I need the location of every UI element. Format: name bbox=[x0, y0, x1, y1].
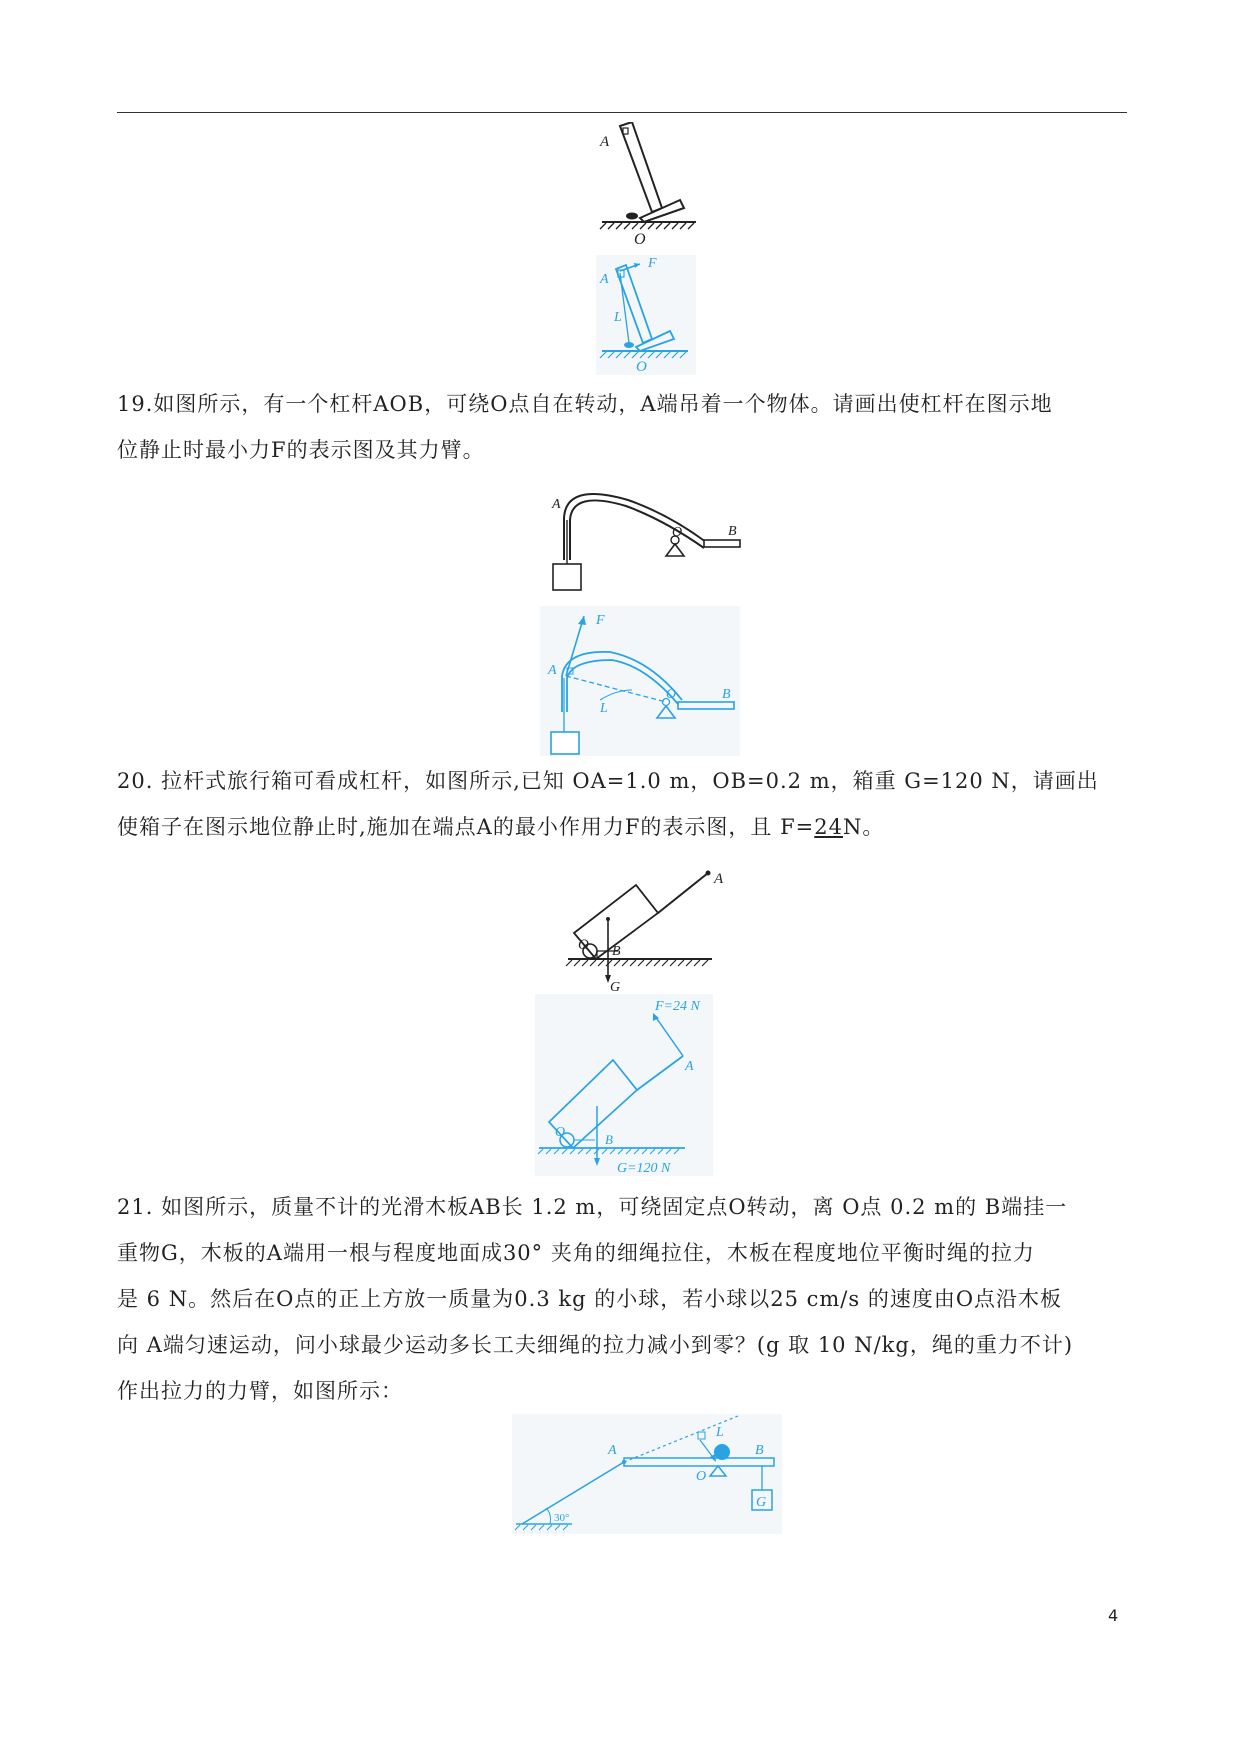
q19-line1: 19.如图所示，有一个杠杆AOB，可绕O点自在转动，A端吊着一个物体。请画出使杠杆在图示地 bbox=[117, 392, 1053, 416]
q20-answer-label-o: O bbox=[555, 1125, 566, 1140]
q19-answer-figure bbox=[540, 606, 740, 756]
q21-label-b: B bbox=[755, 1443, 764, 1458]
q19-label-b: B bbox=[728, 524, 737, 539]
q20-answer-label-b: B bbox=[605, 1132, 613, 1147]
q19-text bbox=[117, 381, 1132, 473]
q19-label-o: O bbox=[672, 525, 683, 540]
q18-answer-figure bbox=[596, 255, 696, 375]
q19-label-a: A bbox=[552, 497, 561, 512]
q21-label-o: O bbox=[696, 1469, 707, 1484]
q18-question-figure bbox=[596, 122, 710, 250]
q20-answer-label-f: F=24 N bbox=[655, 999, 700, 1014]
q20-label-a: A bbox=[714, 871, 724, 887]
header-rule bbox=[117, 112, 1127, 113]
q19-question-figure bbox=[548, 478, 744, 596]
q21-line3: 是 6 N。然后在O点的正上方放一质量为0.3 kg 的小球，若小球以25 cm/s 的速度由O点沿木板 bbox=[117, 1287, 1063, 1311]
q18-label-o: O bbox=[634, 231, 646, 248]
q20-label-b: B bbox=[612, 944, 621, 959]
q20-answer-label-a: A bbox=[685, 1059, 694, 1074]
q21-answer-figure bbox=[512, 1414, 782, 1534]
q20-answer-figure bbox=[535, 994, 713, 1176]
q18-label-a: A bbox=[600, 134, 610, 150]
q21-line4: 向 A端匀速运动，问小球最少运动多长工夫细绳的拉力减小到零？(g 取 10 N/kg，绳的重力不计) bbox=[117, 1333, 1074, 1357]
q21-label-l: L bbox=[716, 1425, 724, 1440]
q19-answer-label-a: A bbox=[548, 663, 557, 678]
q21-text bbox=[117, 1184, 1132, 1414]
q20-text bbox=[117, 758, 1132, 850]
q19-answer-label-l: L bbox=[600, 701, 608, 716]
q21-label-g: G bbox=[756, 1495, 767, 1510]
q20-question-figure bbox=[560, 855, 740, 993]
q19-answer-label-o: O bbox=[666, 687, 677, 702]
q21-label-a: A bbox=[608, 1443, 617, 1458]
q20-line1: 20. 拉杆式旅行箱可看成杠杆，如图所示,已知 OA=1.0 m，OB=0.2 m，箱重 G=120 N，请画出 bbox=[117, 769, 1099, 793]
q18-answer-label-f: F bbox=[648, 256, 657, 271]
q19-answer-label-f: F bbox=[596, 613, 605, 628]
q19-line2: 位静止时最小力F的表示图及其力臂。 bbox=[117, 438, 485, 462]
q21-line2: 重物G，木板的A端用一根与程度地面成30° 夹角的细绳拉住，木板在程度地位平衡时绳的拉力 bbox=[117, 1241, 1035, 1265]
q18-answer-label-o: O bbox=[636, 359, 647, 375]
q20-answer: 24 bbox=[814, 815, 843, 839]
q21-line1: 21. 如图所示，质量不计的光滑木板AB长 1.2 m，可绕固定点O转动，离 O点 0.2 m的 B端挂一 bbox=[117, 1195, 1068, 1219]
q20-label-g: G bbox=[610, 980, 621, 993]
q21-line5: 作出拉力的力臂，如图所示： bbox=[117, 1379, 403, 1403]
page-number: 4 bbox=[1108, 1606, 1119, 1625]
q20-line2-post: N。 bbox=[843, 815, 885, 839]
q20-line2 bbox=[117, 804, 1132, 850]
q18-answer-label-a: A bbox=[600, 272, 609, 287]
q20-answer-label-g: G=120 N bbox=[617, 1161, 671, 1176]
q19-answer-label-b: B bbox=[722, 687, 731, 702]
q20-line2-pre: 使箱子在图示地位静止时,施加在端点A的最小作用力F的表示图，且 F= bbox=[117, 815, 815, 839]
q18-answer-label-l: L bbox=[614, 310, 622, 325]
q20-label-o: O bbox=[578, 937, 589, 953]
q21-angle-label: 30° bbox=[554, 1512, 570, 1524]
